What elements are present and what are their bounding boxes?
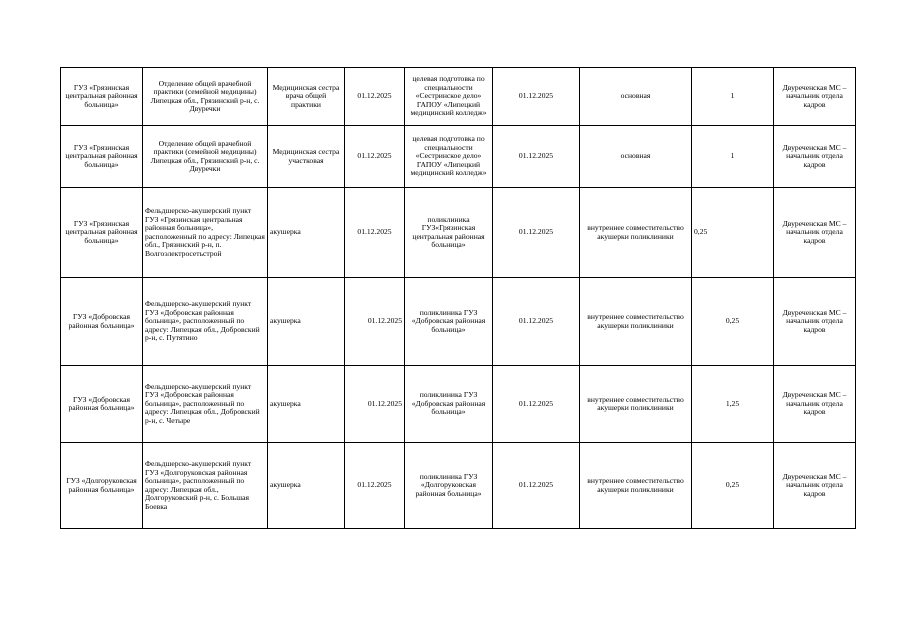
date-cell: 01.12.2025 (345, 443, 405, 529)
training-cell: целевая подготовка по специальности «Сестринское дело» ГАПОУ «Липецкий медицинский колледж» (405, 68, 493, 126)
rate-cell: 0,25 (692, 443, 774, 529)
position-cell: акушерка (268, 278, 345, 366)
date-cell: 01.12.2025 (493, 278, 580, 366)
date-cell: 01.12.2025 (345, 126, 405, 188)
contact-cell: Двуреченская МС – начальник отдела кадров (774, 366, 856, 443)
training-cell: поликлиника ГУЗ «Долгоруковская районная больница» (405, 443, 493, 529)
position-cell: акушерка (268, 443, 345, 529)
unit-cell: Фельдшерско-акушерский пункт ГУЗ «Добровская районная больница», расположенный по адресу: Липецкая обл., Добровский р-н, с. Путятино (143, 278, 268, 366)
rate-cell: 0,25 (692, 188, 774, 278)
table-row (61, 68, 856, 126)
position-cell: акушерка (268, 366, 345, 443)
date-cell: 01.12.2025 (345, 366, 405, 443)
position-cell: акушерка (268, 188, 345, 278)
employment-type-cell: основная (580, 68, 692, 126)
training-cell: целевая подготовка по специальности «Сестринское дело» ГАПОУ «Липецкий медицинский колледж» (405, 126, 493, 188)
training-cell: поликлиника ГУЗ «Добровская районная больница» (405, 366, 493, 443)
date-cell: 01.12.2025 (345, 68, 405, 126)
org-cell: ГУЗ «Добровская районная больница» (61, 278, 143, 366)
org-cell: ГУЗ «Грязинская центральная районная больница» (61, 188, 143, 278)
rate-cell: 0,25 (692, 278, 774, 366)
table-row (61, 126, 856, 188)
table-row (61, 366, 856, 443)
date-cell: 01.12.2025 (345, 188, 405, 278)
employment-type-cell: внутреннее совместительство акушерки поликлиники (580, 366, 692, 443)
unit-cell: Фельдшерско-акушерский пункт ГУЗ «Грязинская центральная районная больница», расположенный по адресу: Липецкая обл., Грязинский р-н, п. Волгоэлектросетьстрой (143, 188, 268, 278)
position-cell: Медицинская сестра участковая (268, 126, 345, 188)
vacancy-table (60, 67, 856, 529)
date-cell: 01.12.2025 (493, 126, 580, 188)
contact-cell: Двуреченская МС – начальник отдела кадров (774, 278, 856, 366)
contact-cell: Двуреченская МС – начальник отдела кадров (774, 443, 856, 529)
employment-type-cell: внутреннее совместительство акушерки поликлиники (580, 443, 692, 529)
date-cell: 01.12.2025 (493, 188, 580, 278)
org-cell: ГУЗ «Грязинская центральная районная больница» (61, 126, 143, 188)
table-row (61, 443, 856, 529)
contact-cell: Двуреченская МС – начальник отдела кадров (774, 126, 856, 188)
unit-cell: Отделение общей врачебной практики (семейной медицины) Липецкая обл., Грязинский р-н, с. Двуречки (143, 126, 268, 188)
employment-type-cell: внутреннее совместительство акушерки поликлиники (580, 188, 692, 278)
rate-cell: 1,25 (692, 366, 774, 443)
org-cell: ГУЗ «Добровская районная больница» (61, 366, 143, 443)
employment-type-cell: основная (580, 126, 692, 188)
date-cell: 01.12.2025 (493, 68, 580, 126)
table-row (61, 278, 856, 366)
contact-cell: Двуреченская МС – начальник отдела кадров (774, 68, 856, 126)
rate-cell: 1 (692, 68, 774, 126)
org-cell: ГУЗ «Долгоруковская районная больница» (61, 443, 143, 529)
date-cell: 01.12.2025 (493, 366, 580, 443)
position-cell: Медицинская сестра врача общей практики (268, 68, 345, 126)
employment-type-cell: внутреннее совместительство акушерки поликлиники (580, 278, 692, 366)
training-cell: поликлиника ГУЗ«Грязинская центральная районная больница» (405, 188, 493, 278)
unit-cell: Фельдшерско-акушерский пункт ГУЗ «Долгоруковская районная больница», расположенный по адресу: Липецкая обл., Долгоруковский р-н, с. Большая Боевка (143, 443, 268, 529)
date-cell: 01.12.2025 (493, 443, 580, 529)
rate-cell: 1 (692, 126, 774, 188)
org-cell: ГУЗ «Грязинская центральная районная больница» (61, 68, 143, 126)
date-cell: 01.12.2025 (345, 278, 405, 366)
contact-cell: Двуреченская МС – начальник отдела кадров (774, 188, 856, 278)
unit-cell: Отделение общей врачебной практики (семейной медицины) Липецкая обл., Грязинский р-н, с. Двуречки (143, 68, 268, 126)
training-cell: поликлиника ГУЗ «Добровская районная больница» (405, 278, 493, 366)
table-row (61, 188, 856, 278)
unit-cell: Фельдшерско-акушерский пункт ГУЗ «Добровская районная больница», расположенный по адресу: Липецкая обл., Добровский р-н, с. Четыре (143, 366, 268, 443)
